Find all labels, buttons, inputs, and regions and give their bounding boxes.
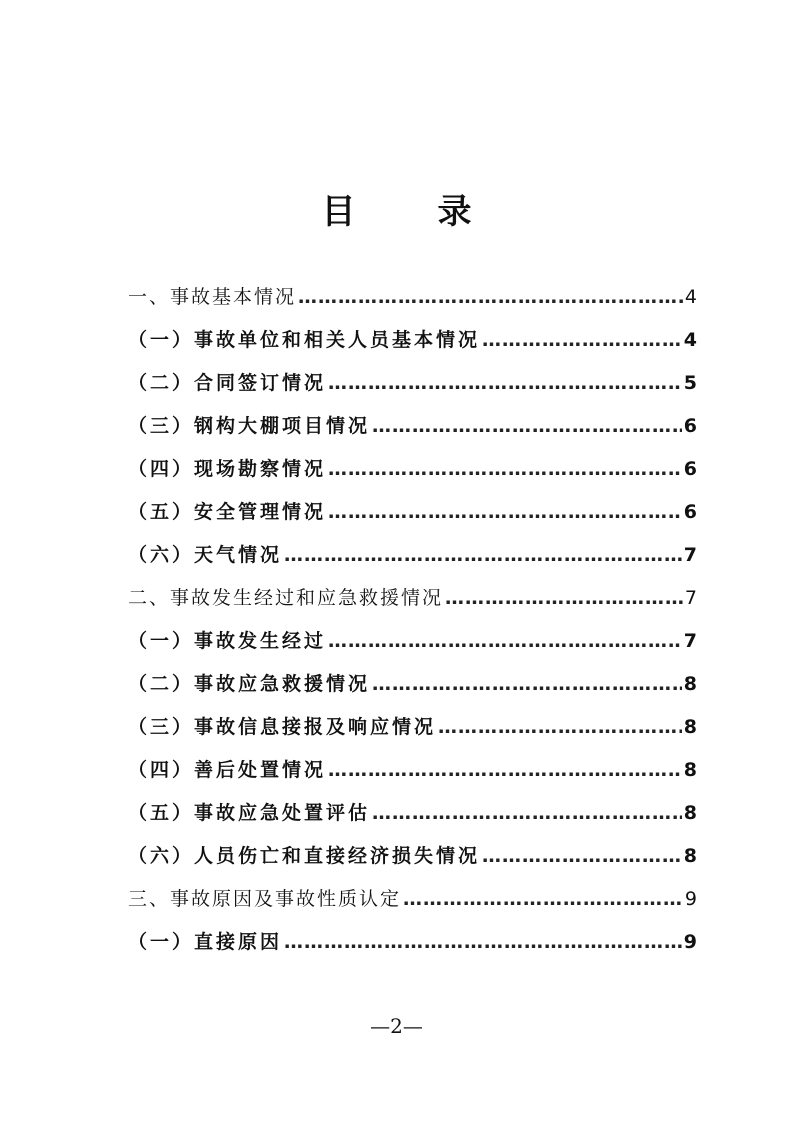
toc-entry-label: （五）事故应急处置评估 (128, 802, 371, 824)
toc-entry-label: 一、事故基本情况 (128, 286, 297, 308)
title-char-1: 目 (321, 192, 356, 232)
toc-entry-1-4[interactable] (128, 454, 697, 484)
toc-leader-dots (328, 626, 682, 656)
toc-entry-section-1[interactable] (128, 282, 697, 312)
toc-entry-1-6[interactable] (128, 540, 697, 570)
toc-leader-dots (372, 669, 682, 699)
toc-entry-label: （五）安全管理情况 (128, 501, 327, 523)
toc-entry-page: 6 (683, 458, 697, 480)
toc-entry-label: （四）善后处置情况 (128, 759, 327, 781)
toc-entry-page: 6 (683, 415, 697, 437)
toc-entry-label: （三）钢构大棚项目情况 (128, 415, 371, 437)
toc-entry-page: 8 (683, 845, 697, 867)
toc-entry-label: （一）事故发生经过 (128, 630, 327, 652)
toc-entry-section-2[interactable] (128, 583, 697, 613)
toc-entry-label: 三、事故原因及事故性质认定 (128, 888, 402, 910)
toc-entry-page: 6 (683, 501, 697, 523)
toc-entry-label: 二、事故发生经过和应急救援情况 (128, 587, 444, 609)
toc-entry-label: （三）事故信息接报及响应情况 (128, 716, 437, 738)
toc-entry-1-2[interactable] (128, 368, 697, 398)
toc-leader-dots (328, 454, 682, 484)
toc-entry-2-5[interactable] (128, 798, 697, 828)
toc-leader-dots (372, 798, 682, 828)
toc-entry-3-1[interactable] (128, 927, 697, 957)
toc-entry-1-5[interactable] (128, 497, 697, 527)
toc-leader-dots (482, 325, 682, 355)
toc-leader-dots (284, 540, 682, 570)
toc-entry-label: （二）事故应急救援情况 (128, 673, 371, 695)
toc-leader-dots (328, 497, 682, 527)
toc-entry-page: 4 (683, 329, 697, 351)
toc-leader-dots (438, 712, 682, 742)
toc-entry-page: 5 (683, 372, 697, 394)
toc-entry-2-2[interactable] (128, 669, 697, 699)
toc-entry-page: 9 (684, 888, 697, 910)
page-number-footer: —2— (370, 1014, 423, 1038)
toc-leader-dots (284, 927, 682, 957)
toc-entry-1-3[interactable] (128, 411, 697, 441)
toc-entry-page: 8 (683, 673, 697, 695)
toc-leader-dots (372, 411, 682, 441)
toc-entry-label: （二）合同签订情况 (128, 372, 327, 394)
toc-leader-dots (328, 368, 682, 398)
toc-entry-page: 4 (684, 286, 697, 308)
toc-entry-2-6[interactable] (128, 841, 697, 871)
toc-leader-dots (403, 884, 683, 914)
toc-entry-label: （六）天气情况 (128, 544, 283, 566)
toc-entry-1-1[interactable] (128, 325, 697, 355)
toc-entry-page: 9 (683, 931, 697, 953)
toc-entry-label: （一）直接原因 (128, 931, 283, 953)
toc-entry-page: 8 (683, 716, 697, 738)
page-title (0, 184, 793, 233)
toc-entry-page: 7 (683, 544, 697, 566)
toc-entry-2-1[interactable] (128, 626, 697, 656)
toc-entry-label: （一）事故单位和相关人员基本情况 (128, 329, 481, 351)
toc-entry-page: 7 (684, 587, 697, 609)
toc-entry-section-3[interactable] (128, 884, 697, 914)
title-char-2: 录 (437, 192, 472, 232)
toc-entry-label: （四）现场勘察情况 (128, 458, 327, 480)
toc-leader-dots (328, 755, 682, 785)
toc-leader-dots (445, 583, 683, 613)
toc-leader-dots (482, 841, 682, 871)
toc-entry-page: 7 (683, 630, 697, 652)
toc-entry-page: 8 (683, 802, 697, 824)
toc-entry-page: 8 (683, 759, 697, 781)
toc-leader-dots (298, 282, 683, 312)
toc-entry-2-4[interactable] (128, 755, 697, 785)
toc-entry-2-3[interactable] (128, 712, 697, 742)
toc-entry-label: （六）人员伤亡和直接经济损失情况 (128, 845, 481, 867)
